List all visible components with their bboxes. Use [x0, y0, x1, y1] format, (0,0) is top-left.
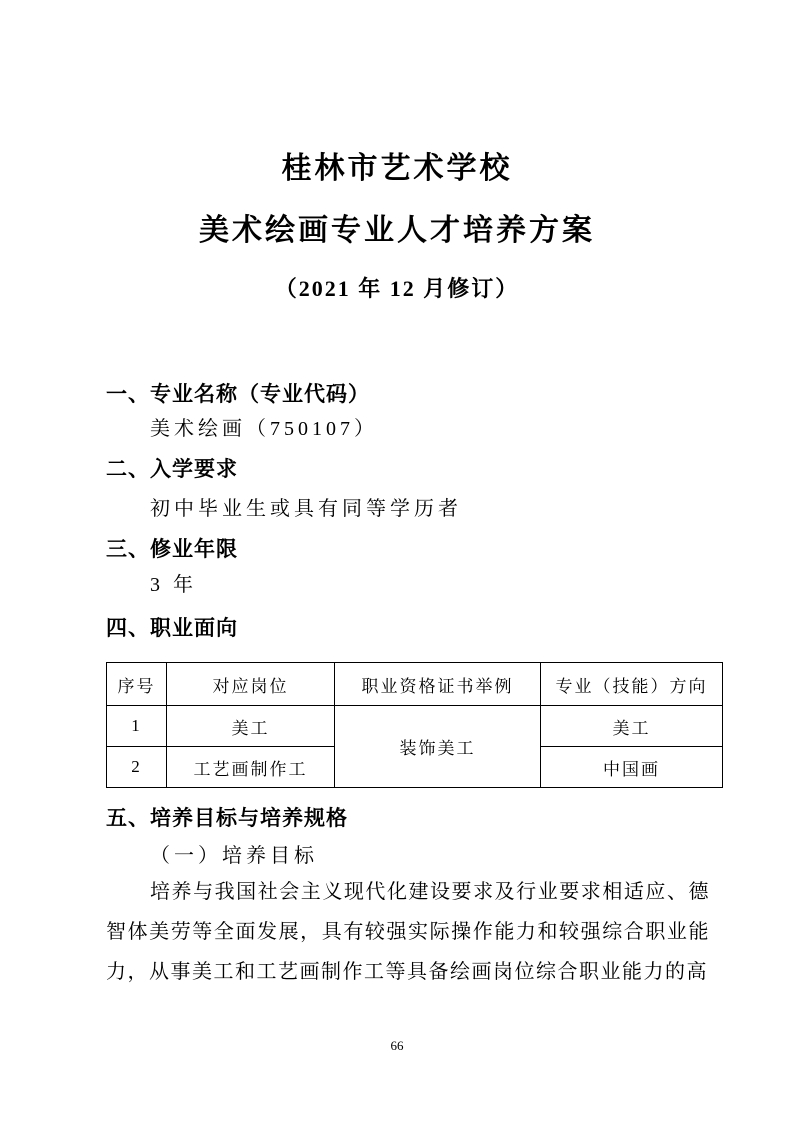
cell-row2-direction: 中国画 — [541, 747, 723, 788]
header-cell-direction: 专业（技能）方向 — [541, 663, 723, 706]
header-cell-no: 序号 — [107, 663, 167, 706]
school-title: 桂林市艺术学校 — [281, 152, 513, 185]
training-objective-subheading: （一）培养目标 — [150, 845, 318, 867]
section-2-heading: 二、入学要求 — [106, 458, 238, 481]
section-3-heading: 三、修业年限 — [106, 538, 238, 561]
header-cell-post: 对应岗位 — [167, 663, 335, 706]
cell-row1-no: 1 — [107, 706, 167, 747]
career-table — [106, 662, 723, 788]
cell-row1-direction: 美工 — [541, 706, 723, 747]
document-body — [106, 0, 722, 992]
cell-row2-no: 2 — [107, 747, 167, 788]
cell-row1-post: 美工 — [167, 706, 335, 747]
plan-title: 美术绘画专业人才培养方案 — [199, 214, 595, 247]
page-number: 66 — [390, 1038, 404, 1053]
section-3-body: 3 年 — [150, 574, 197, 596]
cell-row2-post: 工艺画制作工 — [167, 747, 335, 788]
section-4-heading: 四、职业面向 — [106, 617, 238, 640]
training-objective-paragraph: 培养与我国社会主义现代化建设要求及行业要求相适应、德智体美劳等全面发展，具有较强实际操作能力和较强综合职业能力，从事美工和工艺画制作工等具备绘画岗位综合职业能力的高 — [106, 881, 710, 983]
cell-certificate-merged: 装饰美工 — [335, 706, 541, 788]
career-table-row-1 — [107, 706, 723, 747]
career-table-header-row — [107, 663, 723, 706]
revision-subtitle: （2021 年 12 月修订） — [274, 276, 520, 301]
section-1-body: 美术绘画（750107） — [150, 418, 378, 440]
section-1-heading: 一、专业名称（专业代码） — [106, 383, 370, 406]
section-5-heading: 五、培养目标与培养规格 — [106, 807, 348, 830]
header-cell-certificate: 职业资格证书举例 — [335, 663, 541, 706]
section-2-body: 初中毕业生或具有同等学历者 — [150, 498, 462, 520]
